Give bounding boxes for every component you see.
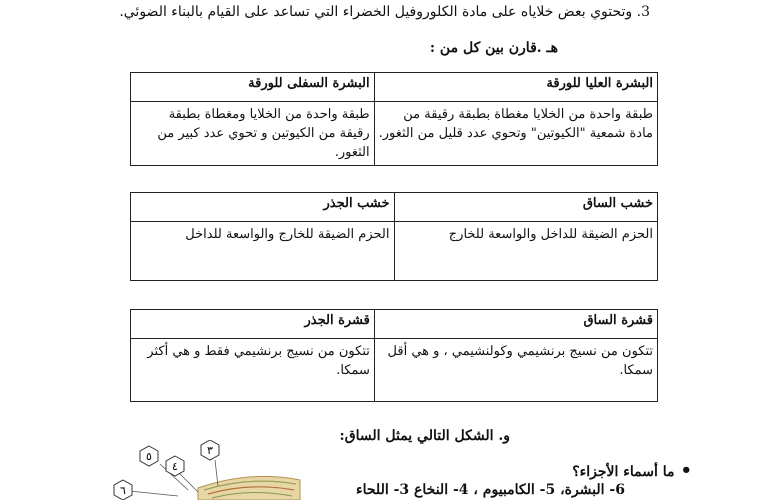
section-heading-compare: هـ .قارن بين كل من : <box>429 40 558 56</box>
table-cell: تتكون من نسيج برنشيمي فقط و هي أكثر سمكا. <box>131 339 375 402</box>
question-line <box>572 460 692 481</box>
comparison-table-xylem <box>130 192 658 281</box>
table-cell: طبقة واحدة من الخلايا ومغطاة بطبقة رقيقة من الكيوتين و تحوي عدد كبير من الثغور. <box>131 102 375 166</box>
top-line: 3. وتحتوي بعض خلاياه على مادة الكلوروفيل الخضراء التي تساعد على القيام بالبناء الضوئي. <box>119 4 650 20</box>
table-cell: الحزم الضيقة للخارج والواسعة للداخل <box>131 222 395 281</box>
diagram-label: ٦ <box>120 484 126 497</box>
diagram-label: ٥ <box>146 450 152 463</box>
table-header: البشرة السفلى للورقة <box>131 73 375 102</box>
diagram-label: ٣ <box>207 444 213 457</box>
table-cell: الحزم الضيقة للداخل والواسعة للخارج <box>394 222 658 281</box>
table-header: خشب الساق <box>394 193 658 222</box>
stem-diagram <box>100 440 330 500</box>
answer-line: 6- البشرة، 5- الكامبيوم ، 4- النخاع 3- اللحاء <box>356 482 625 498</box>
table-cell: طبقة واحدة من الخلايا مغطاة بطبقة رقيقة من مادة شمعية "الكيوتين" وتحوي عدد قليل من الثغور. <box>374 102 657 166</box>
diagram-label: ٤ <box>172 460 178 473</box>
table-header: قشرة الجذر <box>131 310 375 339</box>
comparison-table-cortex <box>130 309 658 402</box>
bullet-icon: • <box>680 460 692 481</box>
comparison-table-epidermis <box>130 72 658 166</box>
section-heading-stem: و. الشكل التالي يمثل الساق: <box>339 428 510 444</box>
table-header: البشرة العليا للورقة <box>374 73 657 102</box>
table-header: قشرة الساق <box>374 310 657 339</box>
table-cell: تتكون من نسيج برنشيمي وكولنشيمي ، و هي أقل سمكا. <box>374 339 657 402</box>
table-header: خشب الجذر <box>131 193 395 222</box>
question-text: ما أسماء الأجزاء؟ <box>572 464 675 480</box>
